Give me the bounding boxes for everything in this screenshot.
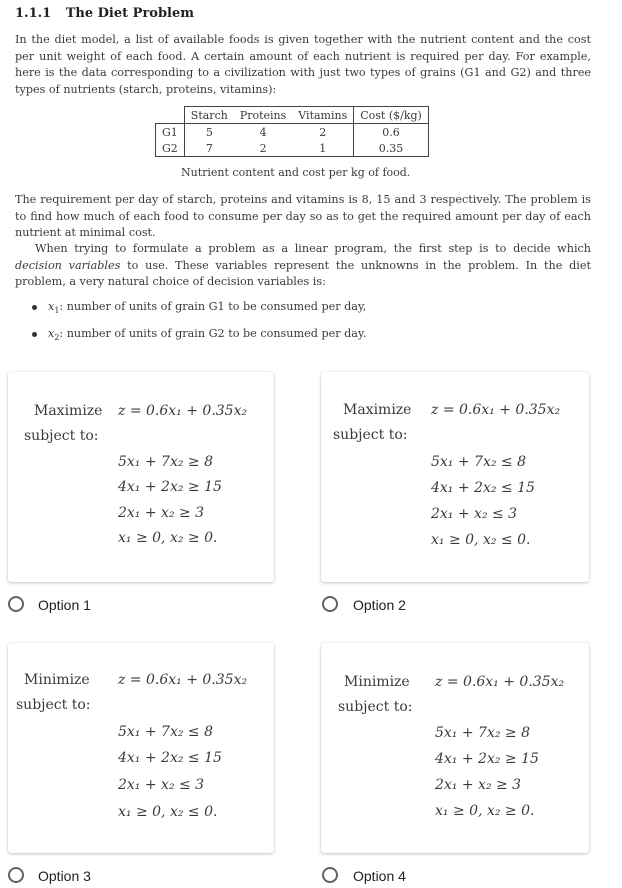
decision-text: to use. These variables represent the unknowns in the problem. In the diet problem, a very natural choice of decision variables is:	[15, 258, 591, 288]
table-header: Cost ($/kg)	[354, 107, 429, 124]
bullet-icon	[32, 305, 37, 310]
option-3-label[interactable]: Option 3	[38, 868, 91, 884]
list-item	[30, 300, 366, 327]
option-4-image[interactable]	[321, 643, 589, 853]
constraint: 5x₁ + 7x₂ ≤ 8	[431, 454, 526, 470]
option-2-radio[interactable]	[322, 596, 338, 612]
objective-verb: Minimize	[24, 672, 90, 688]
section-heading: The Diet Problem	[65, 6, 195, 21]
intro-paragraph: In the diet model, a list of available foods is given together with the nutrient content and the cost per unit weight of each food. A certain amount of each nutrient is required per day. For example, here is the data corresponding to a civilization with just two types of grains (G1 and G2) and three types of nutrients (starch, proteins, vitamins):	[15, 33, 591, 96]
variable-subscript: 2	[54, 333, 60, 343]
option-1-image[interactable]	[8, 372, 274, 582]
constraint: 4x₁ + 2x₂ ≥ 15	[118, 479, 222, 495]
objective-function: z = 0.6x₁ + 0.35x₂	[435, 674, 565, 690]
decision-text: When trying to formulate a problem as a linear program, the first step is to decide which	[35, 242, 591, 255]
objective-function: z = 0.6x₁ + 0.35x₂	[431, 402, 561, 418]
constraint: 5x₁ + 7x₂ ≤ 8	[118, 724, 213, 740]
constraint: 2x₁ + x₂ ≥ 3	[118, 505, 205, 521]
constraint: x₁ ≥ 0, x₂ ≤ 0.	[118, 804, 218, 820]
option-1-radio[interactable]	[8, 596, 24, 612]
option-4-label[interactable]: Option 4	[353, 868, 406, 884]
variable-symbol: x	[48, 300, 55, 313]
objective-function: z = 0.6x₁ + 0.35x₂	[118, 403, 248, 419]
option-2-label[interactable]: Option 2	[353, 597, 406, 613]
table-cell: 0.35	[354, 140, 429, 157]
nutrient-table	[155, 106, 429, 157]
variable-description: : number of units of grain G1 to be consumed per day,	[59, 300, 367, 313]
constraint: x₁ ≥ 0, x₂ ≤ 0.	[431, 532, 531, 548]
subject-to-label: subject to:	[338, 699, 413, 715]
row-label: G1	[156, 124, 185, 141]
option-4-radio[interactable]	[322, 867, 338, 883]
table-cell: 4	[234, 124, 292, 141]
constraint: 2x₁ + x₂ ≤ 3	[431, 506, 518, 522]
constraint: 2x₁ + x₂ ≤ 3	[118, 777, 205, 793]
requirement-paragraph: The requirement per day of starch, proteins and vitamins is 8, 15 and 3 respectively. The problem is to find how much of each food to consume per day so as to get the required amount per day of each nutrient at minimal cost.	[15, 193, 591, 239]
subject-to-label: subject to:	[16, 697, 91, 713]
option-3-image[interactable]	[8, 643, 274, 853]
table-cell: 5	[184, 124, 234, 141]
constraint: 2x₁ + x₂ ≥ 3	[435, 777, 522, 793]
variable-subscript: 1	[54, 306, 60, 316]
option-2-image[interactable]	[321, 372, 589, 582]
list-item	[30, 327, 366, 354]
table-header: Vitamins	[292, 107, 353, 124]
constraint: 4x₁ + 2x₂ ≥ 15	[435, 751, 539, 767]
subject-to-label: subject to:	[24, 428, 99, 444]
objective-verb: Minimize	[344, 674, 410, 690]
objective-verb: Maximize	[343, 402, 412, 418]
variable-symbol: x	[48, 327, 55, 340]
option-3-radio[interactable]	[8, 867, 24, 883]
table-cell: 7	[184, 140, 234, 157]
table-cell: 1	[292, 140, 353, 157]
section-title	[15, 6, 194, 21]
variable-list	[30, 300, 366, 354]
decision-paragraph	[15, 241, 591, 291]
constraint: 5x₁ + 7x₂ ≥ 8	[435, 725, 530, 741]
table-header: Starch	[184, 107, 234, 124]
objective-verb: Maximize	[34, 403, 103, 419]
option-1-label[interactable]: Option 1	[38, 597, 91, 613]
subject-to-label: subject to:	[333, 427, 408, 443]
row-label: G2	[156, 140, 185, 157]
bullet-icon	[32, 332, 37, 337]
table-cell: 2	[292, 124, 353, 141]
constraint: x₁ ≥ 0, x₂ ≥ 0.	[435, 803, 535, 819]
table-cell: 0.6	[354, 124, 429, 141]
table-cell: 2	[234, 140, 292, 157]
constraint: 5x₁ + 7x₂ ≥ 8	[118, 454, 213, 470]
section-number: 1.1.1	[15, 6, 52, 21]
variable-description: : number of units of grain G2 to be consumed per day.	[59, 327, 367, 340]
constraint: x₁ ≥ 0, x₂ ≥ 0.	[118, 530, 218, 546]
table-header: Proteins	[234, 107, 292, 124]
table-caption: Nutrient content and cost per kg of food.	[181, 166, 411, 179]
decision-emphasis: decision variables	[15, 258, 121, 272]
objective-function: z = 0.6x₁ + 0.35x₂	[118, 672, 248, 688]
constraint: 4x₁ + 2x₂ ≤ 15	[431, 480, 535, 496]
constraint: 4x₁ + 2x₂ ≤ 15	[118, 750, 222, 766]
